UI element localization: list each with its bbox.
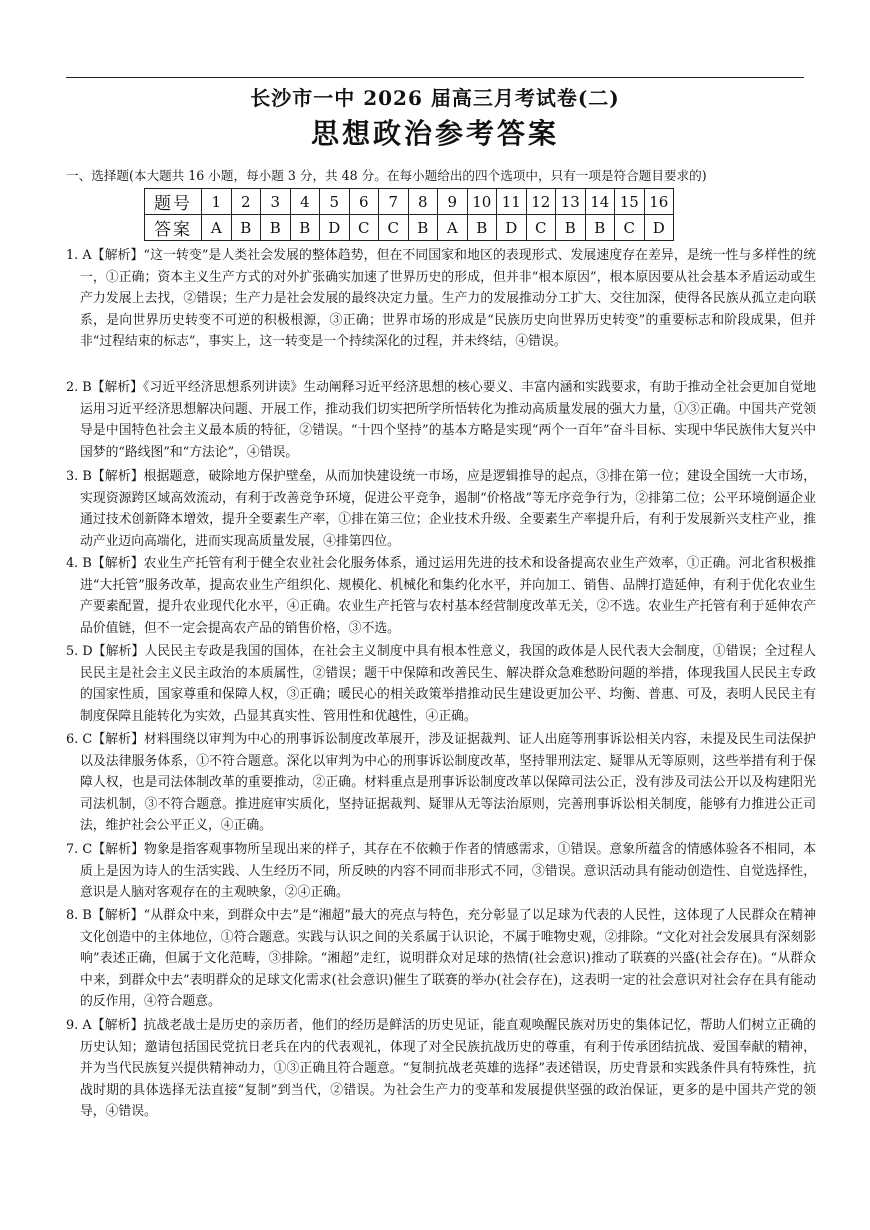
row-label-question: 题号 (145, 189, 202, 215)
question-number: 2 (231, 189, 261, 215)
answer-table (144, 188, 674, 241)
answer-letter: B (585, 215, 615, 241)
exam-title: 长沙市一中 2026 届高三月考试卷(二) (250, 86, 620, 110)
question-number: 15 (615, 189, 645, 215)
answer-letter: C (349, 215, 379, 241)
answer-letter: D (644, 215, 674, 241)
question-number: 7 (379, 189, 409, 215)
subject-answer-title: 思想政治参考答案 (310, 117, 559, 150)
answer-letter: C (526, 215, 556, 241)
question-number: 9 (438, 189, 468, 215)
explanation-q4: 4. B【解析】农业生产托管有利于健全农业社会化服务体系，通过运用先进的技术和设备提高农业生产效率，①正确。河北省积极推进“大托管”服务改革，提高农业生产组织化、规模化、机械化和集约化水平，并向加工、销售、品牌打造延伸，有利于优化农业生产要素配置，提升农业现代化水平，④正确。农业生产托管与农村基本经营制度改革无关，②不选。农业生产托管有利于延伸农产品价值链，但不一定会提高农产品的销售价格，③不选。 (66, 556, 816, 636)
question-number: 16 (644, 189, 674, 215)
question-number: 8 (408, 189, 438, 215)
answer-letter: D (497, 215, 527, 241)
question-number-row (145, 189, 674, 215)
question-number: 5 (320, 189, 350, 215)
explanation-q9: 9. A【解析】抗战老战士是历史的亲历者，他们的经历是鲜活的历史见证，能直观唤醒民族对历史的集体记忆，帮助人们树立正确的历史认知；邀请包括国民党抗日老兵在内的代表观礼，体现了对全民族抗战历史的尊重，有利于传承团结抗战、爱国奉献的精神，并为当代民族复兴提供精神动力，①③正确且符合题意。“复制抗战老英雄的选择”表述错误，历史背景和实践条件具有特殊性，抗战时期的具体选择无法直接“复制”到当代，②错误。为社会生产力的变革和发展提供坚强的政治保证，更多的是中国共产党的领导，④错误。 (66, 1018, 816, 1119)
answer-letter: A (438, 215, 468, 241)
question-number: 10 (467, 189, 497, 215)
answer-letter: B (290, 215, 320, 241)
question-number: 13 (556, 189, 586, 215)
explanation-q5: 5. D【解析】人民民主专政是我国的国体，在社会主义制度中具有根本性意义，我国的政体是人民代表大会制度，①错误；全过程人民民主是社会主义民主政治的本质属性，②错误；题干中保障和改善民生、解决群众急难愁盼问题的举措，体现我国人民民主专政的国家性质，国家尊重和保障人权，③正确；暖民心的相关政策举措推动民生建设更加公平、均衡、普惠、可及，表明人民民主有制度保障且能转化为实效，凸显其真实性、管用性和优越性，④正确。 (66, 644, 816, 724)
row-label-answer: 答案 (145, 215, 202, 241)
answer-row (145, 215, 674, 241)
question-number: 3 (261, 189, 291, 215)
answer-letter: B (408, 215, 438, 241)
answer-letter: D (320, 215, 350, 241)
explanation-q6: 6. C【解析】材料围绕以审判为中心的刑事诉讼制度改革展开，涉及证据裁判、证人出庭等刑事诉讼相关内容，未提及民生司法保护以及法律服务体系，①不符合题意。深化以审判为中心的刑事诉讼制度改革，坚持罪刑法定、疑罪从无等原则，这些举措有利于保障人权，也是司法体制改革的重要推动，②正确。材料重点是刑事诉讼制度改革以保障司法公正，没有涉及司法公开以及构建阳光司法机制，③不符合题意。推进庭审实质化，坚持证据裁判、疑罪从无等法治原则，完善刑事诉讼相关制度，能够有力推进公正司法，维护社会公平正义，④正确。 (66, 732, 816, 833)
answer-letter: B (231, 215, 261, 241)
explanation-q3: 3. B【解析】根据题意，破除地方保护壁垒，从而加快建设统一市场，应是逻辑推导的起点，③排在第一位；建设全国统一大市场，实现资源跨区域高效流动，有利于改善竞争环境，促进公平竞争，遏制“价格战”等无序竞争行为，②排第二位；公平环境倒逼企业通过技术创新降本增效，提升全要素生产率，①排在第三位；企业技术升级、全要素生产率提升后，有利于发展新兴支柱产业，推动产业迈向高端化，进而实现高质量发展，④排第四位。 (66, 469, 816, 549)
section-instructions: 一、选择题(本大题共 16 小题，每小题 3 分，共 48 分。在每小题给出的四个选项中，只有一项是符合题目要求的) (66, 168, 707, 183)
question-number: 6 (349, 189, 379, 215)
answer-letter: C (615, 215, 645, 241)
answer-letter: B (261, 215, 291, 241)
question-number: 14 (585, 189, 615, 215)
explanation-q7: 7. C【解析】物象是指客观事物所呈现出来的样子，其存在不依赖于作者的情感需求，①错误。意象所蕴含的情感体验各不相同，本质上是因为诗人的生活实践、人生经历不同，所反映的内容不同而非形式不同，③错误。意识活动具有能动创造性、自觉选择性，意识是人脑对客观存在的主观映象，②④正确。 (66, 842, 816, 900)
question-number: 11 (497, 189, 527, 215)
explanation-q2: 2. B【解析】《习近平经济思想系列讲读》生动阐释习近平经济思想的核心要义、丰富内涵和实践要求，有助于推动全社会更加自觉地运用习近平经济思想解决问题、开展工作，推动我们切实把所学所悟转化为推动高质量发展的强大力量，①③正确。中国共产党领导是中国特色社会主义最本质的特征，②错误。“十四个坚持”的基本方略是实现“两个一百年”奋斗目标、实现中华民族伟大复兴中国梦的“路线图”和“方法论”，④错误。 (66, 380, 816, 460)
answer-letter: B (556, 215, 586, 241)
answer-letter: B (467, 215, 497, 241)
top-divider (66, 77, 804, 78)
question-number: 1 (202, 189, 232, 215)
explanation-q1: 1. A【解析】“这一转变”是人类社会发展的整体趋势，但在不同国家和地区的表现形式、发展速度存在差异，是统一性与多样性的统一，①正确；资本主义生产方式的对外扩张确实加速了世界历史的形成，但并非“根本原因”，根本原因要从社会基本矛盾运动或生产力发展上去找，②错误；生产力是社会发展的最终决定力量。生产力的发展推动分工扩大、交往加深，使得各民族从孤立走向联系，是向世界历史转变不可逆的积极根源，③正确；世界市场的形成是“民族历史向世界历史转变”的重要标志和阶段成果，但并非“过程结束的标志”，事实上，这一转变是一个持续深化的过程，并未终结，④错误。 (66, 248, 816, 349)
question-number: 4 (290, 189, 320, 215)
answer-letter: C (379, 215, 409, 241)
explanation-q8: 8. B【解析】“从群众中来，到群众中去”是“湘超”最大的亮点与特色，充分彰显了以足球为代表的人民性，这体现了人民群众在精神文化创造中的主体地位，①符合题意。实践与认识之间的关系属于认识论，不属于唯物史观，②排除。“文化对社会发展具有深刻影响”表述正确，但属于文化范畴，③排除。“湘超”走红，说明群众对足球的热情(社会意识)推动了联赛的兴盛(社会存在)。“从群众中来，到群众中去”表明群众的足球文化需求(社会意识)催生了联赛的举办(社会存在)，这表明一定的社会意识对社会存在具有能动的反作用，④符合题意。 (66, 908, 816, 1009)
question-number: 12 (526, 189, 556, 215)
answer-letter: A (202, 215, 232, 241)
